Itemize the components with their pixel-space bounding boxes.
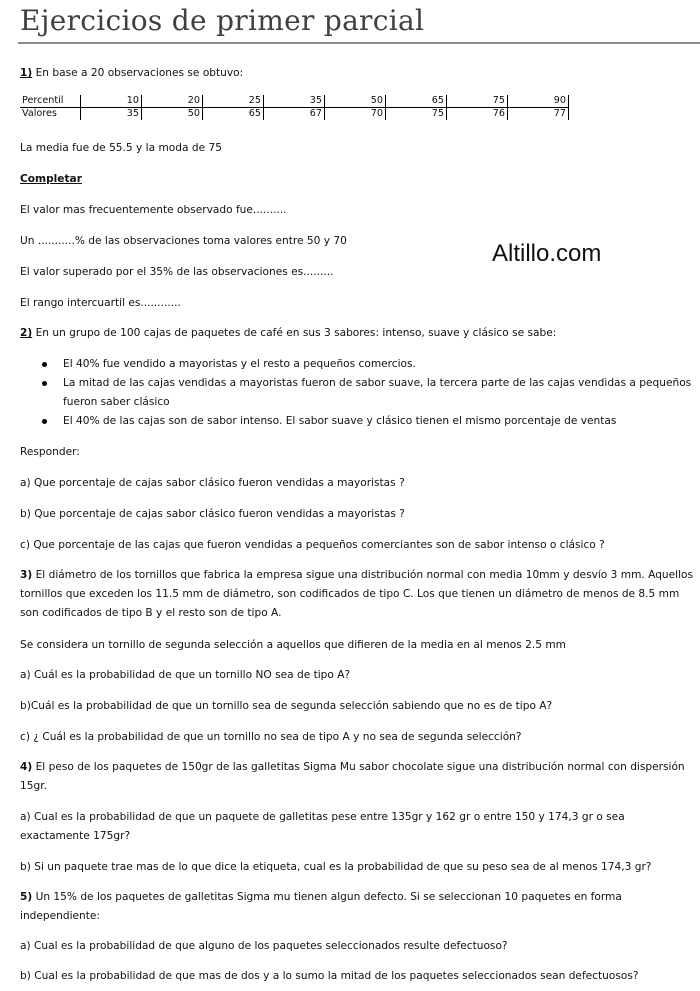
q3-question-c: c) ¿ Cuál es la probabilidad de que un tornillo no sea de tipo A y no sea de segunda selección? <box>20 731 522 743</box>
q4-text: El peso de los paquetes de 150gr de las galletitas Sigma Mu sabor chocolate sigue una distribución normal con dispersión 15gr. <box>20 761 685 792</box>
q2-respond-label: Responder: <box>20 446 80 458</box>
q1-item: El valor mas frecuentemente observado fue.......... <box>20 204 287 216</box>
q3-statement <box>20 566 696 623</box>
table-cell: 65 <box>203 108 264 121</box>
q2-number: 2) <box>20 327 33 339</box>
q1-number: 1) <box>20 67 33 79</box>
title-divider <box>18 42 700 44</box>
q1-stats: La media fue de 55.5 y la moda de 75 <box>20 142 222 154</box>
table-cell: 25 <box>203 95 264 108</box>
q3-consider: Se considera un tornillo de segunda selección a aquellos que difieren de la media en al menos 2.5 mm <box>20 639 566 651</box>
q4-question-b: b) Si un paquete trae mas de lo que dice la etiqueta, cual es la probabilidad de que su peso sea de al menos 174,3 gr? <box>20 861 652 873</box>
q3-question-b: b)Cuál es la probabilidad de que un tornillo sea de segunda selección sabiendo que no es de tipo A? <box>20 700 553 712</box>
table-cell: 76 <box>447 108 508 121</box>
table-cell: 35 <box>81 108 142 121</box>
q5-question-b: b) Cual es la probabilidad de que mas de dos y a lo sumo la mitad de los paquetes seleccionados sean defectuosos? <box>20 970 639 982</box>
watermark: Altillo.com <box>492 240 602 267</box>
table-cell: 65 <box>386 95 447 108</box>
q2-question-c: c) Que porcentaje de las cajas que fueron vendidas a pequeños comerciantes son de sabor intenso o clásico ? <box>20 539 605 551</box>
q1-item: El valor superado por el 35% de las observaciones es......... <box>20 266 334 278</box>
q1-intro-text: En base a 20 observaciones se obtuvo: <box>32 67 244 79</box>
q3-number: 3) <box>20 569 33 581</box>
list-item: El 40% fue vendido a mayoristas y el resto a pequeños comercios. <box>20 355 696 374</box>
table-cell: 20 <box>142 95 203 108</box>
q1-intro <box>20 64 243 82</box>
list-item: El 40% de las cajas son de sabor intenso. El sabor suave y clásico tienen el mismo porcentaje de ventas <box>20 412 696 431</box>
q2-bullet-list <box>20 355 696 431</box>
table-cell: Percentil <box>20 95 81 108</box>
q4-statement <box>20 758 696 796</box>
q2-question-a: a) Que porcentaje de cajas sabor clásico fueron vendidas a mayoristas ? <box>20 477 405 489</box>
table-cell: Valores <box>20 108 81 121</box>
table-cell: 75 <box>386 108 447 121</box>
q2-intro <box>20 324 556 342</box>
table-cell: 70 <box>325 108 386 121</box>
table-cell: 35 <box>264 95 325 108</box>
q2-intro-text: En un grupo de 100 cajas de paquetes de café en sus 3 sabores: intenso, suave y clásico se sabe: <box>32 327 557 339</box>
q1-complete-label: Completar <box>20 173 82 185</box>
table-cell: 75 <box>447 95 508 108</box>
table-cell: 90 <box>508 95 569 108</box>
list-item: La mitad de las cajas vendidas a mayoristas fueron de sabor suave, la tercera parte de las cajas vendidas a pequeños fueron saber clásico <box>20 374 696 412</box>
q5-number: 5) <box>20 891 33 903</box>
q3-text: El diámetro de los tornillos que fabrica la empresa sigue una distribución normal con media 10mm y desvío 3 mm. Aquellos tornillos que exceden los 11.5 mm de diámetro, son codificados de tipo C. Los que tienen un diámetro de menos de 8.5 mm son codificados de tipo B y el resto son de tipo A. <box>20 569 694 619</box>
page-title: Ejercicios de primer parcial <box>20 4 425 37</box>
table-cell: 50 <box>142 108 203 121</box>
q5-statement <box>20 888 696 926</box>
table-cell: 67 <box>264 108 325 121</box>
q3-question-a: a) Cuál es la probabilidad de que un tornillo NO sea de tipo A? <box>20 669 351 681</box>
table-cell: 50 <box>325 95 386 108</box>
table-row <box>20 95 569 108</box>
q2-question-b: b) Que porcentaje de cajas sabor clásico fueron vendidas a mayoristas ? <box>20 508 405 520</box>
table-row <box>20 108 569 121</box>
q4-question-a: a) Cual es la probabilidad de que un paquete de galletitas pese entre 135gr y 162 gr o entre 150 y 174,3 gr o sea exactamente 175gr? <box>20 811 625 842</box>
percentile-table <box>20 95 569 120</box>
q1-item: Un ...........% de las observaciones toma valores entre 50 y 70 <box>20 235 347 247</box>
q5-text: Un 15% de los paquetes de galletitas Sigma mu tienen algun defecto. Si se seleccionan 10 paquetes en forma independiente: <box>20 891 622 922</box>
q1-item: El rango intercuartil es............ <box>20 297 181 309</box>
q4-number: 4) <box>20 761 33 773</box>
table-cell: 10 <box>81 95 142 108</box>
table-cell: 77 <box>508 108 569 121</box>
q5-question-a: a) Cual es la probabilidad de que alguno de los paquetes seleccionados resulte defectuoso? <box>20 940 508 952</box>
